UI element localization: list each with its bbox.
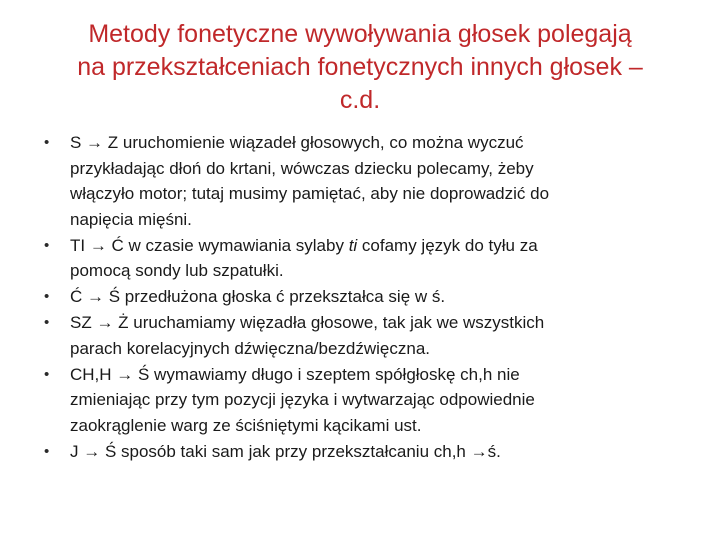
bullet-icon: •	[44, 365, 50, 383]
bullet-text-line: zmieniając przy tym pozycji języka i wytwarzając odpowiednie	[70, 390, 535, 409]
list-item	[44, 233, 680, 284]
bullet-text-line: pomocą sondy lub szpatułki.	[70, 261, 284, 280]
bullet-icon: •	[44, 134, 50, 151]
bullet-text: cofamy język do tyłu za	[357, 235, 538, 255]
bullet-text-line: włączyło motor; tutaj musimy pamiętać, aby nie doprowadzić do	[70, 184, 550, 203]
bullet-icon: •	[44, 314, 50, 331]
bullet-icon: •	[44, 288, 50, 305]
list-item	[44, 310, 680, 361]
bullet-text-line: przykładając dłoń do krtani, wówczas dziecku polecamy, żeby	[70, 158, 534, 178]
bullet-text-line: zaokrąglenie warg ze ściśniętymi kącikami ust.	[70, 415, 422, 435]
list-item	[44, 130, 680, 232]
bullet-text-line: S → Z uruchomienie wiązadeł głosowych, co można wyczuć	[70, 133, 524, 152]
bullet-text-line: parach korelacyjnych dźwięczna/bezdźwięczna.	[70, 338, 431, 358]
title-line: c.d.	[339, 86, 381, 114]
title-line: na przekształceniach fonetycznych innych głosek –	[77, 53, 643, 81]
list-item	[44, 439, 680, 465]
bullet-text-line: Ć → Ś przedłużona głoska ć przekształca się w ś.	[70, 287, 446, 306]
bullet-italic-text: ti	[348, 235, 358, 255]
bullet-text-line: SZ → Ż uruchamiamy więzadła głosowe, tak jak we wszystkich	[70, 313, 545, 332]
bullet-text-line	[70, 233, 680, 259]
slide-title	[36, 18, 684, 117]
bullet-text-line: J → Ś sposób taki sam jak przy przekształcaniu ch,h →ś.	[70, 441, 501, 461]
bullet-icon: •	[44, 442, 50, 460]
bullet-text-line: CH,H → Ś wymawiamy długo i szeptem spółgłoskę ch,h nie	[70, 364, 520, 384]
bullet-text-line: napięcia mięśni.	[70, 209, 192, 229]
list-item	[44, 362, 680, 439]
bullet-text: TI → Ć w czasie wymawiania sylaby	[70, 235, 349, 255]
bullet-list	[44, 130, 680, 465]
title-line: Metody fonetyczne wywoływania głosek polegają	[88, 20, 632, 48]
list-item	[44, 284, 680, 310]
bullet-icon: •	[44, 236, 50, 254]
